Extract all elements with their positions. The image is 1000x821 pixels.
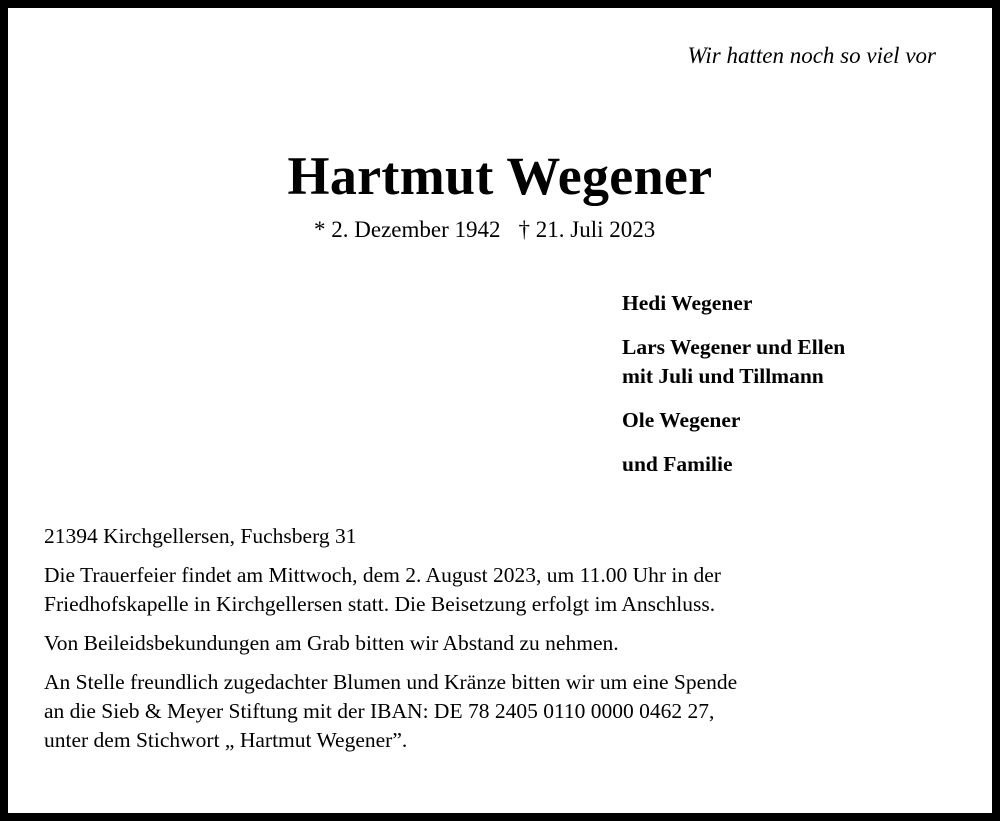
- life-dates: [314, 217, 655, 243]
- ceremony-line: Die Trauerfeier findet am Mittwoch, dem 2. August 2023, um 11.00 Uhr in der: [44, 563, 721, 587]
- address: 21394 Kirchgellersen, Fuchsberg 31: [44, 524, 357, 548]
- mourner-line: mit Juli und Tillmann: [622, 364, 824, 388]
- birth-date: * 2. Dezember 1942: [314, 217, 501, 242]
- ceremony-paragraph: [44, 561, 964, 619]
- mourner-line: und Familie: [622, 452, 733, 476]
- mourner-line: Hedi Wegener: [622, 291, 753, 315]
- deceased-name: Hartmut Wegener: [287, 146, 713, 206]
- notice-body: [44, 522, 964, 755]
- mourner-line: Ole Wegener: [622, 408, 741, 432]
- donation-line: An Stelle freundlich zugedachter Blumen und Kränze bitten wir um eine Spende: [44, 670, 738, 694]
- donation-line: an die Sieb & Meyer Stiftung mit der IBAN: DE 78 2405 0110 0000 0462 27,: [44, 699, 715, 723]
- donation-paragraph: [44, 668, 964, 755]
- death-date: † 21. Juli 2023: [518, 217, 656, 242]
- mourners-list: [622, 289, 845, 479]
- motto: Wir hatten noch so viel vor: [687, 43, 936, 68]
- donation-line: unter dem Stichwort „ Hartmut Wegener”.: [44, 728, 408, 752]
- condolence-note: Von Beileidsbekundungen am Grab bitten wir Abstand zu nehmen.: [44, 631, 619, 655]
- ceremony-line: Friedhofskapelle in Kirchgellersen statt. Die Beisetzung erfolgt im Anschluss.: [44, 592, 716, 616]
- mourner-line: Lars Wegener und Ellen: [622, 335, 846, 359]
